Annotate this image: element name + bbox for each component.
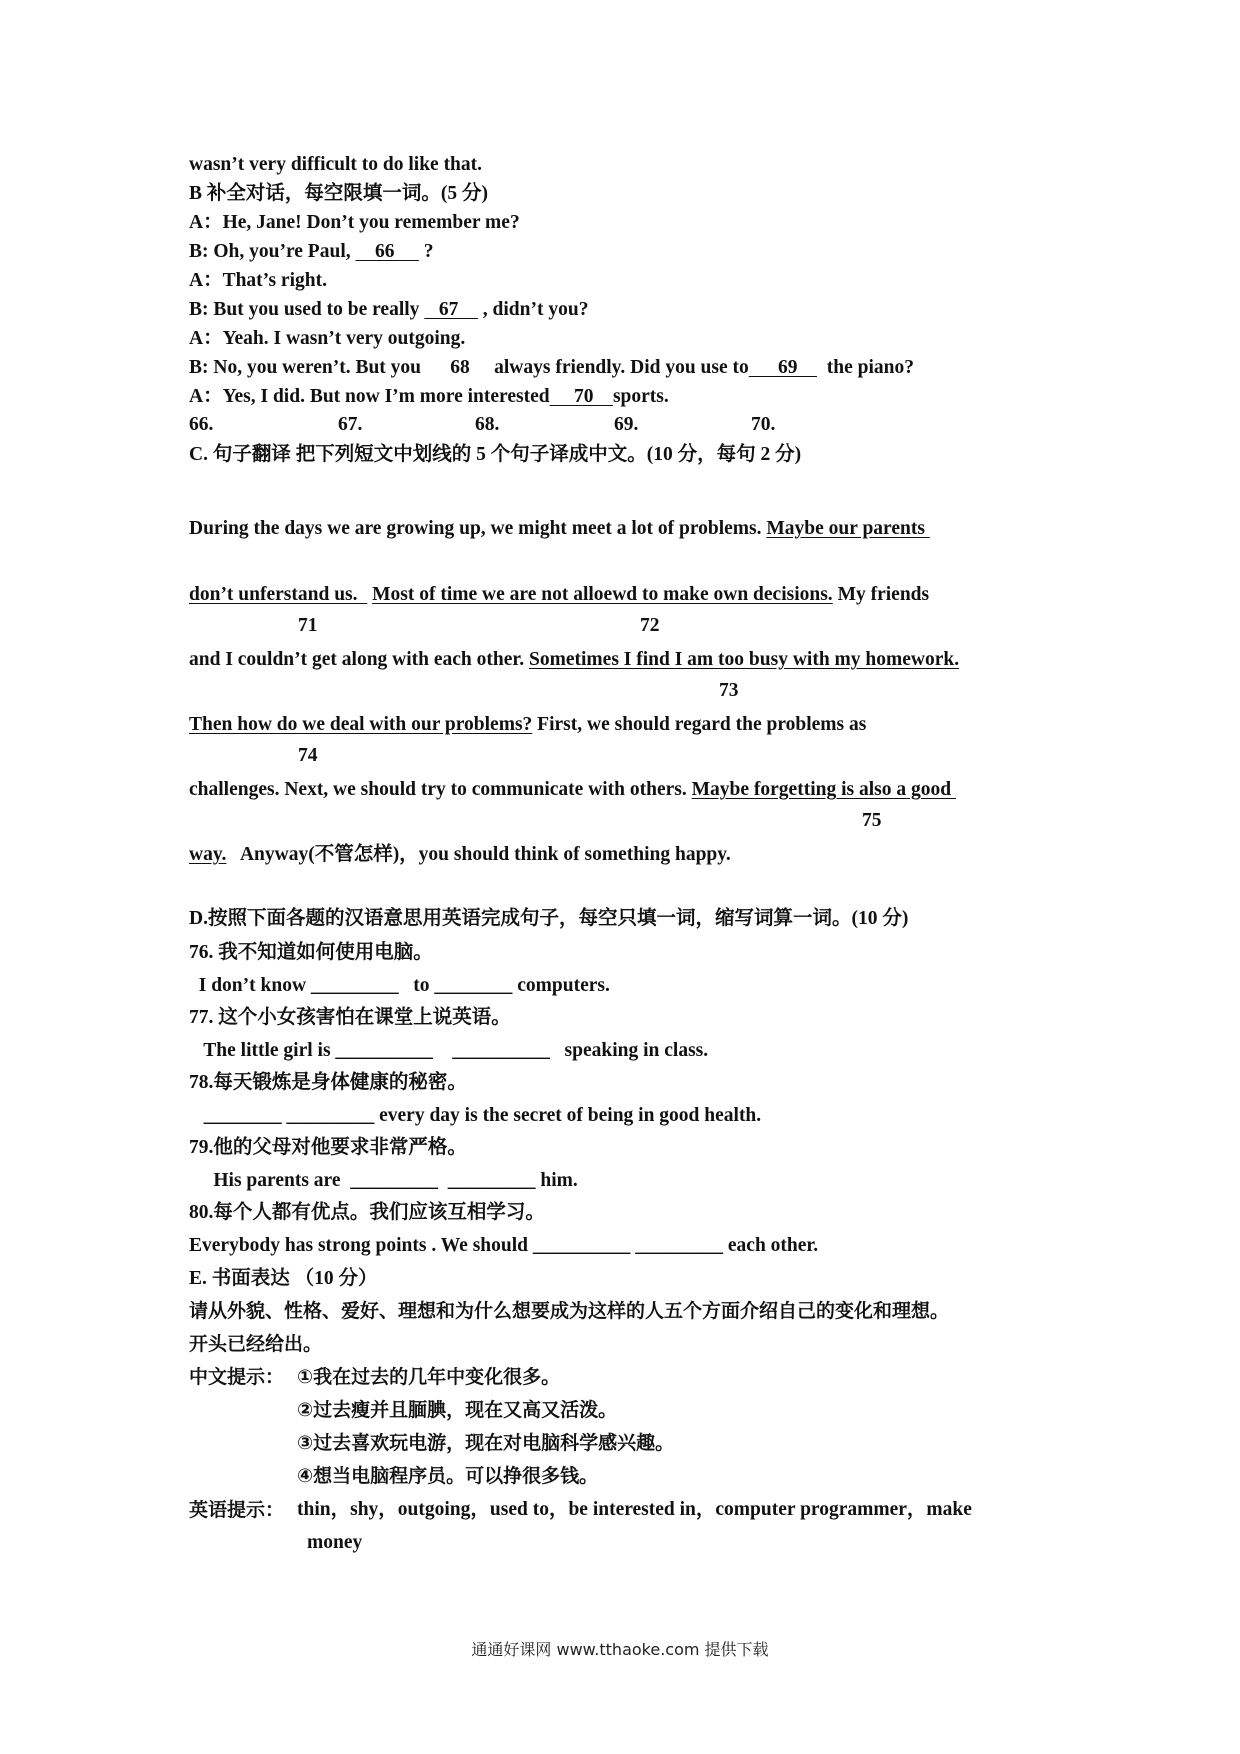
underlined-sentence: don’t unferstand us.	[189, 584, 368, 605]
hint-cn-item: ④想当电脑程序员。可以挣很多钱。	[297, 1465, 599, 1487]
text: the piano?	[817, 357, 914, 378]
dialogue-line: A：He, Jane! Don’t you remember me?	[189, 212, 520, 233]
dialogue-line	[189, 239, 433, 265]
hint-cn-item: ③过去喜欢玩电游，现在对电脑科学感兴趣。	[297, 1432, 675, 1454]
question-cn: 76. 我不知道如何使用电脑。	[189, 942, 433, 963]
text: My friends	[832, 584, 930, 605]
blank-66: 66	[355, 241, 419, 262]
passage-line	[189, 842, 731, 868]
section-heading: D.按照下面各题的汉语意思用英语完成句子，每空只填一词，缩写词算一词。(10 分)	[189, 908, 909, 929]
hint-cn-item: ①我在过去的几年中变化很多。	[297, 1366, 561, 1388]
text: B: No, you weren’t. But you 68 always friendly. Did you use to	[189, 357, 749, 378]
sentence-number: 72	[640, 615, 660, 636]
answer-number: 68.	[475, 414, 500, 435]
passage-line	[189, 712, 866, 738]
text: sports.	[612, 386, 669, 407]
question-cn: 80.每个人都有优点。我们应该互相学习。	[189, 1202, 545, 1223]
hint-en-label: 英语提示：	[189, 1499, 285, 1521]
text: , didn’t you?	[477, 299, 589, 320]
text: ?	[418, 241, 434, 262]
text: B: Oh, you’re Paul,	[189, 241, 356, 262]
sentence-number: 74	[298, 745, 318, 766]
question-cn: 79.他的父母对他要求非常严格。	[189, 1137, 467, 1158]
section-heading: B 补全对话，每空限填一词。(5 分)	[189, 183, 488, 204]
hint-cn-item: ②过去瘦并且腼腆，现在又高又活泼。	[297, 1399, 618, 1421]
instruction: 开头已经给出。	[189, 1333, 323, 1355]
answer-number: 69.	[614, 414, 639, 435]
sentence-number: 71	[298, 615, 318, 636]
question-en: I don’t know _________ to ________ computers.	[189, 975, 610, 996]
underlined-sentence: Maybe forgetting is also a good	[691, 779, 956, 800]
answer-number: 70.	[751, 414, 776, 435]
sentence-number: 73	[719, 680, 739, 701]
passage-line	[189, 582, 929, 608]
answer-number: 67.	[338, 414, 363, 435]
dialogue-line	[189, 384, 669, 410]
passage-line	[189, 516, 930, 542]
passage-line	[189, 777, 956, 803]
underlined-sentence: Most of time we are not alloewd to make own decisions.	[372, 584, 833, 605]
blank-67: 67	[424, 299, 478, 320]
text: B: But you used to be really	[189, 299, 425, 320]
blank-70: 70	[549, 386, 613, 407]
question-en: His parents are _________ _________ him.	[189, 1170, 578, 1191]
hint-cn-label: 中文提示：	[189, 1366, 285, 1388]
answer-number: 66.	[189, 414, 214, 435]
question-cn: 77. 这个小女孩害怕在课堂上说英语。	[189, 1007, 511, 1028]
page-footer: 通通好课网 www.tthaoke.com 提供下载	[471, 1640, 769, 1659]
text: Anyway(不管怎样)，you should think of something happy.	[226, 844, 731, 865]
instruction: 请从外貌、性格、爱好、理想和为什么想要成为这样的人五个方面介绍自己的变化和理想。	[189, 1300, 950, 1322]
question-en: ________ _________ every day is the secret of being in good health.	[189, 1105, 762, 1126]
sentence-number: 75	[862, 810, 882, 831]
dialogue-line	[189, 355, 914, 381]
hint-en-text: money	[307, 1532, 363, 1553]
text: During the days we are growing up, we might meet a lot of problems.	[189, 518, 767, 539]
dialogue-line	[189, 297, 588, 323]
underlined-sentence: Then how do we deal with our problems?	[189, 714, 533, 735]
text: A：Yes, I did. But now I’m more interested	[189, 386, 550, 407]
underlined-sentence: Maybe our parents	[766, 518, 930, 539]
dialogue-line: A：Yeah. I wasn’t very outgoing.	[189, 328, 466, 349]
underlined-sentence: Sometimes I find I am too busy with my homework.	[529, 649, 960, 670]
text-line: wasn’t very difficult to do like that.	[189, 154, 483, 175]
text: challenges. Next, we should try to communicate with others.	[189, 779, 692, 800]
question-en: The little girl is __________ __________ speaking in class.	[189, 1040, 709, 1061]
underlined-sentence: way.	[189, 844, 227, 865]
question-en: Everybody has strong points . We should __________ _________ each other.	[189, 1235, 819, 1256]
section-heading: E. 书面表达 （10 分）	[189, 1268, 378, 1289]
text: and I couldn’t get along with each other.	[189, 649, 530, 670]
hint-en-text: thin，shy，outgoing，used to，be interested in，computer programmer，make	[297, 1499, 972, 1520]
dialogue-line: A：That’s right.	[189, 270, 327, 291]
passage-line	[189, 647, 959, 673]
section-heading: C. 句子翻译 把下列短文中划线的 5 个句子译成中文。(10 分，每句 2 分)	[189, 444, 802, 465]
question-cn: 78.每天锻炼是身体健康的秘密。	[189, 1072, 467, 1093]
text: First, we should regard the problems as	[532, 714, 867, 735]
blank-69: 69	[748, 357, 818, 378]
